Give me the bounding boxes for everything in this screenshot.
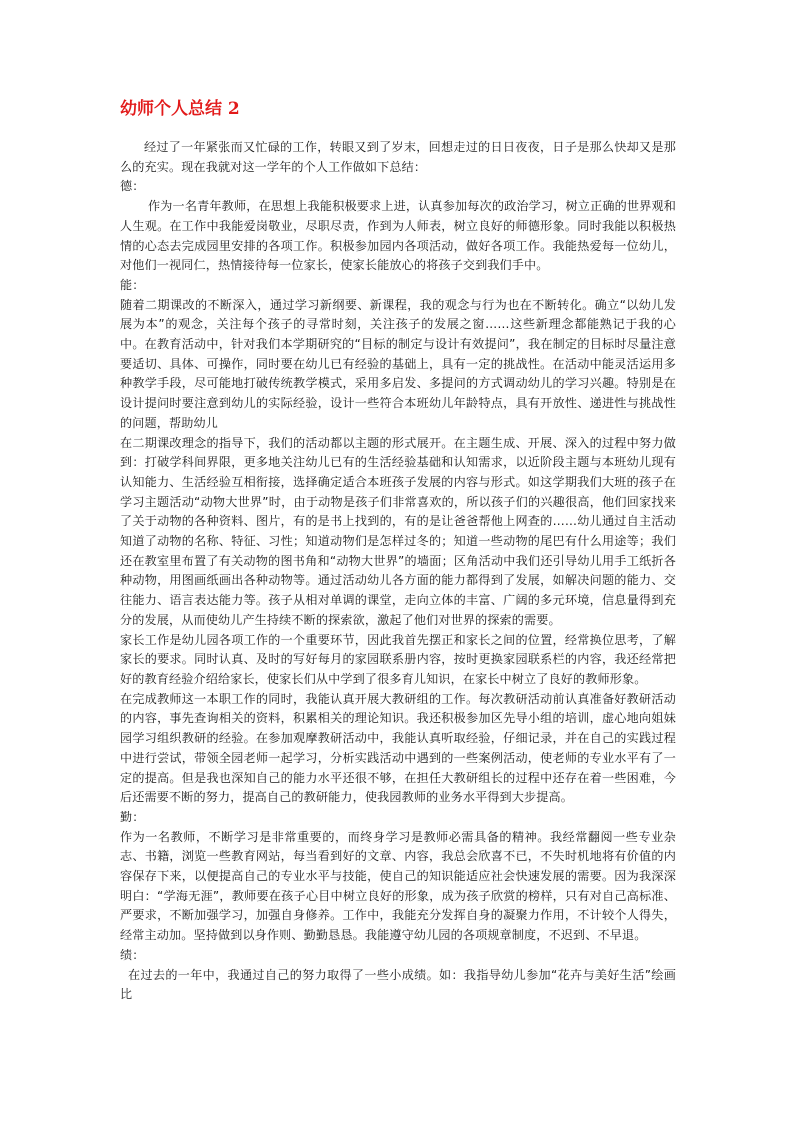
paragraph-neng-parents: 家长工作是幼儿园各项工作的一个重要环节，因此我首先摆正和家长之间的位置，经常换位思考，了解家长的要求。同时认真、及时的写好每月的家园联系册内容，按时更换家园联系栏的内容，我还经常把好的教育经验介绍给家长，使家长们从中学到了很多育儿知识，在家长中树立了良好的教师形象。 (120, 632, 676, 686)
section-heading-neng: 能： (120, 277, 145, 292)
document-body (120, 138, 676, 1005)
document-title: 幼师个人总结 2 (120, 99, 240, 119)
section-heading-qin: 勤： (120, 809, 145, 824)
paragraph-ji: 在过去的一年中，我通过自己的努力取得了一些小成绩。如：我指导幼儿参加“花卉与美好生活”绘画比 (120, 967, 676, 1002)
paragraph-neng-research: 在完成教师这一本职工作的同时，我能认真开展大教研组的工作。每次教研活动前认真准备好教研活动的内容，事先查询相关的资料，积累相关的理论知识。我还积极参加区先导小组的培训，虚心地向姐妹园学习组织教研的经验。在参加观摩教研活动中，我能认真听取经验，仔细记录，并在自己的实践过程中进行尝试，带领全园老师一起学习，分析实践活动中遇到的一些案例活动，使老师的专业水平有了一定的提高。但是我也深知自己的能力水平还很不够，在担任大教研组长的过程中还存在着一些困难，今后还需要不断的努力，提高自己的教研能力，使我园教师的业务水平得到大步提高。 (120, 691, 676, 805)
paragraph-neng-teaching: 随着二期课改的不断深入，通过学习新纲要、新课程，我的观念与行为也在不断转化。确立“以幼儿发展为本”的观念，关注每个孩子的寻常时刻，关注孩子的发展之窗……这些新理念都能熟记于我的心中。在教育活动中，针对我们本学期研究的“目标的制定与设计有效提问”，我在制定的目标时尽量注意要适切、具体、可操作，同时要在幼儿已有经验的基础上，具有一定的挑战性。在活动中能灵活运用多种教学手段，尽可能地打破传统教学模式，采用多启发、多提问的方式调动幼儿的学习兴趣。特别是在设计提问时要注意到幼儿的实际经验，设计一些符合本班幼儿年龄特点，具有开放性、递进性与挑战性的问题，帮助幼儿 (120, 297, 676, 430)
section-heading-ji: 绩： (120, 947, 145, 962)
section-heading-de: 德： (120, 179, 145, 194)
intro-paragraph: 经过了一年紧张而又忙碌的工作，转眼又到了岁末，回想走过的日日夜夜，日子是那么快却又是那么的充实。现在我就对这一学年的个人工作做如下总结： (120, 140, 676, 174)
paragraph-neng-theme: 在二期课改理念的指导下，我们的活动都以主题的形式展开。在主题生成、开展、深入的过程中努力做到：打破学科间界限，更多地关注幼儿已有的生活经验基础和认知需求，以近阶段主题与本班幼儿现有认知能力、生活经验互相衔接，选择确定适合本班孩子发展的内容与形式。如这学期我们大班的孩子在学习主题活动“动物大世界”时，由于动物是孩子们非常喜欢的，所以孩子们的兴趣很高，他们回家找来了关于动物的各种资料、图片，有的是书上找到的，有的是让爸爸帮他上网查的……幼儿通过自主活动知道了动物的名称、特征、习性；知道动物们是怎样过冬的；知道一些动物的尾巴有什么用途等；我们还在教室里布置了有关动物的图书角和“动物大世界”的墙面；区角活动中我们还引导幼儿用手工纸折各种动物，用图画纸画出各种动物等。通过活动幼儿各方面的能力都得到了发展，如解决问题的能力、交往能力、语言表达能力等。孩子从相对单调的课堂，走向立体的丰富、广阔的多元环境，信息量得到充分的发展，从而使幼儿产生持续不断的探索欲，激起了他们对世界的探索的需要。 (120, 435, 676, 627)
paragraph-qin: 作为一名教师，不断学习是非常重要的，而终身学习是教师必需具备的精神。我经常翻阅一些专业杂志、书籍，浏览一些教育网站，每当看到好的文章、内容，我总会欣喜不已，不失时机地将有价值的内容保存下来，以便提高自己的专业水平与技能，使自己的知识能适应社会快速发展的需要。因为我深深明白：“学海无涯”，教师要在孩子心目中树立良好的形象，成为孩子欣赏的榜样，只有对自己高标准、严要求，不断加强学习，加强自身修养。工作中，我能充分发挥自身的凝聚力作用，不计较个人得失，经常主动加。坚持做到以身作则、勤勤恳恳。我能遵守幼儿园的各项规章制度，不迟到、不早退。 (120, 829, 676, 943)
paragraph-de: 作为一名青年教师，在思想上我能积极要求上进，认真参加每次的政治学习，树立正确的世界观和人生观。在工作中我能爱岗敬业，尽职尽责，作到为人师表，树立良好的师德形象。同时我能以积极热情的心态去完成园里安排的各项工作。积极参加园内各项活动，做好各项工作。我能热爱每一位幼儿，对他们一视同仁，热情接待每一位家长，使家长能放心的将孩子交到我们手中。 (120, 199, 676, 273)
